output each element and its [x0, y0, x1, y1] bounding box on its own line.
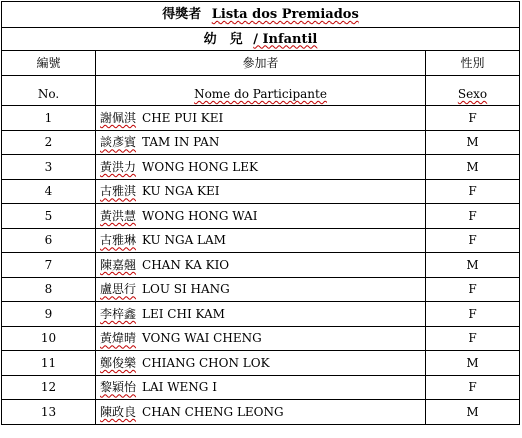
participant-name — [96, 302, 426, 327]
participant-sex: F — [426, 204, 520, 229]
table-row — [2, 228, 520, 253]
participant-sex: F — [426, 375, 520, 400]
participant-name-zh: 李梓鑫 — [100, 306, 137, 321]
participant-sex: F — [426, 277, 520, 302]
row-number: 13 — [2, 400, 96, 425]
participant-name-en: WONG HONG LEK — [142, 159, 258, 174]
participant-name-zh: 談彥賓 — [100, 135, 137, 150]
header-name-pt-text: Nome do Participante — [194, 87, 327, 101]
participant-name — [96, 179, 426, 204]
row-number: 2 — [2, 130, 96, 155]
participant-name-zh: 黎穎怡 — [100, 380, 137, 395]
participant-name-zh: 古雅琳 — [100, 233, 137, 248]
participant-name-zh: 古雅淇 — [100, 184, 137, 199]
header-sex-pt-text: Sexo — [457, 87, 488, 101]
row-number: 4 — [2, 179, 96, 204]
participant-name-zh: 黃煒晴 — [100, 331, 137, 346]
participant-sex: M — [426, 400, 520, 425]
participant-name-en: CHAN CHENG LEONG — [142, 404, 284, 419]
subtitle-zh: 幼 兒 — [203, 31, 243, 47]
participant-name-zh: 謝佩淇 — [100, 110, 137, 125]
row-number: 8 — [2, 277, 96, 302]
header-row-zh — [2, 51, 520, 76]
title-pt: Lista dos Premiados — [211, 7, 359, 22]
participant-sex: M — [426, 351, 520, 376]
row-number: 1 — [2, 106, 96, 131]
row-number: 3 — [2, 155, 96, 180]
page-title — [2, 2, 520, 28]
participant-name-zh: 黃洪慧 — [100, 208, 137, 223]
participant-name — [96, 204, 426, 229]
participant-name-en: LAI WENG I — [142, 380, 217, 395]
participant-name-zh: 鄭俊樂 — [100, 355, 137, 370]
participant-sex: F — [426, 228, 520, 253]
participant-name — [96, 130, 426, 155]
header-no-zh: 編號 — [2, 51, 96, 76]
table-row — [2, 253, 520, 278]
participant-name — [96, 351, 426, 376]
header-name-zh: 參加者 — [96, 51, 426, 76]
table-row — [2, 204, 520, 229]
header-row-pt — [2, 76, 520, 106]
header-name-pt — [96, 76, 426, 106]
title-zh: 得獎者 — [162, 7, 202, 22]
table-row — [2, 302, 520, 327]
participant-name-en: WONG HONG WAI — [142, 208, 258, 223]
participant-name — [96, 375, 426, 400]
row-number: 5 — [2, 204, 96, 229]
winners-table — [1, 1, 520, 425]
row-number: 10 — [2, 326, 96, 351]
table-row — [2, 179, 520, 204]
row-number: 6 — [2, 228, 96, 253]
participant-name — [96, 326, 426, 351]
participant-sex: M — [426, 253, 520, 278]
participant-name-en: LOU SI HANG — [142, 282, 230, 297]
participant-name-en: KU NGA LAM — [142, 233, 226, 248]
table-row — [2, 326, 520, 351]
participant-name-zh: 陳政良 — [100, 404, 137, 419]
participant-name-en: VONG WAI CHENG — [142, 331, 262, 346]
participant-name-en: CHE PUI KEI — [142, 110, 224, 125]
table-row — [2, 277, 520, 302]
row-number: 12 — [2, 375, 96, 400]
table-row — [2, 400, 520, 425]
header-sex-pt — [426, 76, 520, 106]
participant-sex: F — [426, 106, 520, 131]
header-no-pt: No. — [2, 76, 96, 106]
participant-name — [96, 106, 426, 131]
participant-name-en: LEI CHI KAM — [142, 306, 225, 321]
participant-name — [96, 155, 426, 180]
participant-name-zh: 盧思行 — [100, 282, 137, 297]
participant-name — [96, 228, 426, 253]
table-row — [2, 155, 520, 180]
participant-sex: M — [426, 155, 520, 180]
table-row — [2, 130, 520, 155]
participant-sex: F — [426, 179, 520, 204]
table-row — [2, 375, 520, 400]
row-number: 11 — [2, 351, 96, 376]
header-sex-zh: 性別 — [426, 51, 520, 76]
row-number: 9 — [2, 302, 96, 327]
participant-name — [96, 277, 426, 302]
page-subtitle — [2, 28, 520, 51]
participant-name-zh: 陳嘉翹 — [100, 257, 137, 272]
participant-name-en: KU NGA KEI — [142, 184, 220, 199]
participant-name-zh: 黃洪力 — [100, 159, 137, 174]
participant-name-en: CHIANG CHON LOK — [142, 355, 270, 370]
participant-sex: F — [426, 326, 520, 351]
row-number: 7 — [2, 253, 96, 278]
participant-name-en: TAM IN PAN — [142, 135, 220, 150]
participant-name — [96, 253, 426, 278]
table-row — [2, 106, 520, 131]
table-row — [2, 351, 520, 376]
participant-sex: M — [426, 130, 520, 155]
subtitle-pt: / Infantil — [253, 31, 318, 47]
participant-sex: F — [426, 302, 520, 327]
participant-name — [96, 400, 426, 425]
participant-name-en: CHAN KA KIO — [142, 257, 230, 272]
